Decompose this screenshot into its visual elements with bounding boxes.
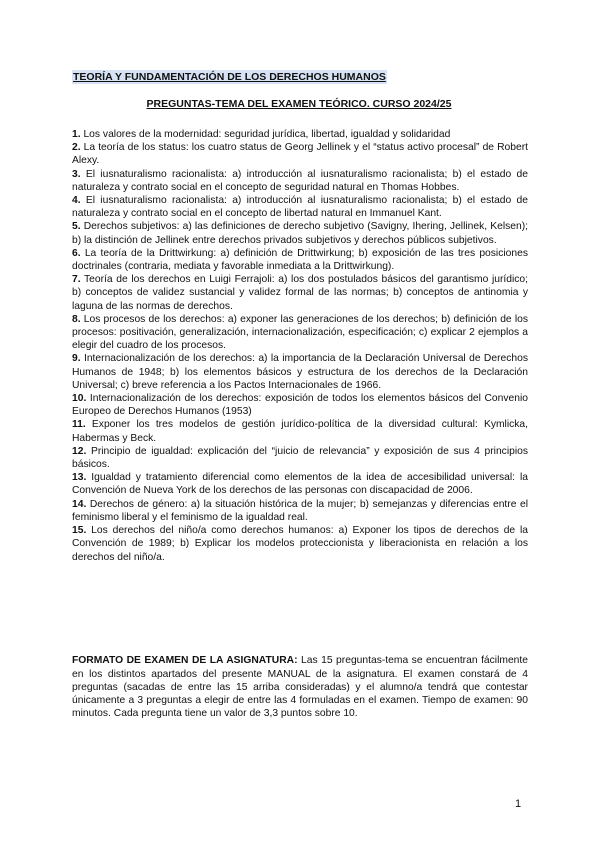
question-number: 6. (72, 247, 81, 259)
question-number: 13. (72, 472, 87, 484)
question-text: La teoría de la Drittwirkung: a) definición de Drittwirkung; b) exposición de las tres posiciones doctrinales (contraria, mediata y favorable inmediata a la Drittwirkung). (72, 247, 528, 273)
question-number: 8. (72, 313, 81, 325)
question-number: 9. (72, 353, 81, 365)
exam-format-paragraph (72, 654, 528, 720)
question-1 (72, 128, 528, 141)
question-7 (72, 273, 528, 313)
question-number: 15. (72, 525, 87, 537)
question-11 (72, 418, 528, 444)
question-8 (72, 313, 528, 353)
question-4 (72, 194, 528, 220)
question-13 (72, 471, 528, 497)
question-text: Igualdad y tratamiento diferencial como elementos de la idea de accesibilidad universal: la Convención de Nueva York de los derechos de las personas con discapacidad de 2006. (72, 472, 528, 497)
question-number: 10. (72, 393, 87, 405)
question-9 (72, 352, 528, 392)
question-text: Teoría de los derechos en Luigi Ferrajoli: a) los dos postulados básicos del garantismo jurídico; b) conceptos de validez sustancial y validez formal de las normas; b) conceptos de antinomia y laguna de las normas de derechos. (72, 274, 528, 312)
question-text: Internacionalización de los derechos: exposición de todos los elementos básicos del Convenio Europeo de Derechos Humanos (1953) (72, 393, 528, 418)
question-text: Exponer los tres modelos de gestión jurídico-política de la diversidad cultural: Kymlicka, Habermas y Beck. (72, 419, 528, 444)
question-number: 1. (72, 129, 81, 140)
question-3 (72, 168, 528, 194)
question-text: Los valores de la modernidad: seguridad jurídica, libertad, igualdad y solidaridad (80, 129, 451, 140)
question-number: 14. (72, 498, 87, 510)
question-list (72, 128, 528, 564)
question-number: 2. (72, 142, 81, 154)
question-12 (72, 445, 528, 471)
exam-subtitle: PREGUNTAS-TEMA DEL EXAMEN TEÓRICO. CURSO 2024/25 (146, 98, 452, 110)
question-text: Los procesos de los derechos: a) exponer las generaciones de los derechos; b) definición de los procesos: positivación, generalización, internacionalización, especificación; c) explicar 2 ejemplos a elegir del cuadro de los procesos. (72, 313, 528, 352)
question-number: 5. (72, 221, 81, 233)
question-14 (72, 498, 528, 524)
question-text: Los derechos del niño/a como derechos humanos: a) Exponer los tipos de derechos de la Convención de 1989; b) Explicar los modelos proteccionista y liberacionista en relación a los derechos del niño/a. (72, 525, 528, 563)
question-text: Derechos subjetivos: a) las definiciones de derecho subjetivo (Savigny, Ihering, Jellinek, Kelsen); b) la distinción de Jellinek entre derechos privados subjetivos y derechos públicos subjetivos. (72, 221, 528, 246)
question-text: Principio de igualdad: explicación del “juicio de relevancia” y exposición de sus 4 principios básicos. (72, 445, 528, 471)
question-15 (72, 524, 528, 564)
exam-format-text: Las 15 preguntas-tema se encuentran fácilmente en los distintos apartados del presente MANUAL de la asignatura. El examen constará de 4 preguntas (sacadas de entre las 15 arriba consideradas) y el alumno/a tendrá que contestar únicamente a 3 preguntas a elegir de entre las 4 formuladas en el examen. Tiempo de examen: 90 minutos. Cada pregunta tiene un valor de 3,3 puntos sobre 10. (72, 655, 528, 720)
question-10 (72, 392, 528, 418)
question-text: El iusnaturalismo racionalista: a) introducción al iusnaturalismo racionalista; b) el estado de naturaleza y contrato social en el concepto de seguridad natural en Thomas Hobbes. (72, 168, 528, 193)
question-6 (72, 247, 528, 273)
question-number: 12. (72, 445, 87, 457)
question-number: 7. (72, 274, 81, 286)
question-text: Derechos de género: a) la situación histórica de la mujer; b) semejanzas y diferencias entre el feminismo liberal y el feminismo de la igualdad real. (72, 498, 528, 523)
question-text: La teoría de los status: los cuatro status de Georg Jellinek y el “status activo procesal” de Robert Alexy. (72, 142, 528, 167)
question-number: 4. (72, 195, 81, 207)
exam-format-label: FORMATO DE EXAMEN DE LA ASIGNATURA: (72, 655, 298, 667)
question-text: Internacionalización de los derechos: a) la importancia de la Declaración Universal de Derechos Humanos de 1948; b) los elementos básicos y estructura de los derechos de la Declaración Universal; c) breve referencia a los Pactos Internacionales de 1966. (72, 353, 528, 391)
question-text: El iusnaturalismo racionalista: a) introducción al iusnaturalismo racionalista; b) el estado de naturaleza y contrato social en el concepto de libertad natural en Immanuel Kant. (72, 195, 528, 220)
course-title: TEORÍA Y FUNDAMENTACIÓN DE LOS DERECHOS HUMANOS (73, 71, 386, 83)
question-number: 3. (72, 168, 81, 180)
question-number: 11. (72, 419, 86, 431)
question-2 (72, 141, 528, 167)
page-number: 1 (515, 798, 522, 810)
question-5 (72, 220, 528, 246)
